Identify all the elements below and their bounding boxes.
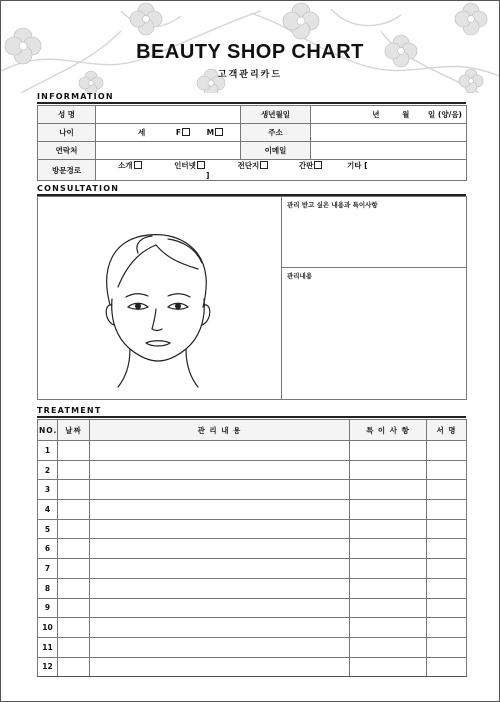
row-number: 1 <box>38 441 58 461</box>
date-cell[interactable] <box>58 618 90 638</box>
notes-cell[interactable] <box>350 637 427 657</box>
signature-cell[interactable] <box>427 500 467 520</box>
table-row <box>38 618 467 638</box>
content-cell[interactable] <box>90 460 350 480</box>
address-label: 주소 <box>241 124 311 142</box>
signature-cell[interactable] <box>427 539 467 559</box>
notes-cell[interactable] <box>350 657 427 677</box>
row-number: 5 <box>38 519 58 539</box>
date-cell[interactable] <box>58 578 90 598</box>
date-cell[interactable] <box>58 539 90 559</box>
col-header-notes: 특 이 사 항 <box>350 420 427 441</box>
contact-label: 연락처 <box>38 142 96 160</box>
row-number: 10 <box>38 618 58 638</box>
row-number: 3 <box>38 480 58 500</box>
section-divider <box>37 102 466 104</box>
signature-cell[interactable] <box>427 598 467 618</box>
age-field[interactable] <box>96 124 241 142</box>
section-information-heading: INFORMATION <box>37 92 114 101</box>
date-cell[interactable] <box>58 500 90 520</box>
row-number: 11 <box>38 637 58 657</box>
content-cell[interactable] <box>90 480 350 500</box>
table-row <box>38 500 467 520</box>
address-field[interactable] <box>311 124 467 142</box>
sign-checkbox[interactable] <box>314 161 322 169</box>
notes-cell[interactable] <box>350 578 427 598</box>
table-row <box>38 519 467 539</box>
date-cell[interactable] <box>58 480 90 500</box>
route-option-sign: 간판 <box>298 161 314 170</box>
page-subtitle: 고객관리카드 <box>217 70 283 80</box>
face-illustration-area[interactable] <box>38 197 282 399</box>
row-number: 8 <box>38 578 58 598</box>
row-number: 4 <box>38 500 58 520</box>
table-row <box>38 441 467 461</box>
row-number: 9 <box>38 598 58 618</box>
content-cell[interactable] <box>90 500 350 520</box>
care-content-area[interactable] <box>282 268 466 399</box>
section-consultation-heading: CONSULTATION <box>37 184 120 193</box>
content-cell[interactable] <box>90 578 350 598</box>
face-outline-icon <box>38 197 281 399</box>
female-checkbox[interactable] <box>182 128 190 136</box>
content-cell[interactable] <box>90 657 350 677</box>
birth-field[interactable] <box>311 106 467 124</box>
date-cell[interactable] <box>58 559 90 579</box>
consultation-box <box>37 196 467 400</box>
date-cell[interactable] <box>58 657 90 677</box>
signature-cell[interactable] <box>427 657 467 677</box>
row-number: 2 <box>38 460 58 480</box>
col-header-signature: 서 명 <box>427 420 467 441</box>
signature-cell[interactable] <box>427 637 467 657</box>
notes-cell[interactable] <box>350 460 427 480</box>
notes-cell[interactable] <box>350 539 427 559</box>
name-field[interactable] <box>96 106 241 124</box>
day-label: 일 (양/음) <box>428 110 462 119</box>
information-table <box>37 105 467 181</box>
name-label: 성 명 <box>38 106 96 124</box>
age-unit: 세 <box>138 128 146 137</box>
signature-cell[interactable] <box>427 441 467 461</box>
notes-cell[interactable] <box>350 441 427 461</box>
contact-field[interactable] <box>96 142 241 160</box>
referral-checkbox[interactable] <box>134 161 142 169</box>
signature-cell[interactable] <box>427 618 467 638</box>
date-cell[interactable] <box>58 598 90 618</box>
table-row <box>38 598 467 618</box>
male-label: M <box>206 128 215 137</box>
signature-cell[interactable] <box>427 519 467 539</box>
birth-label: 생년월일 <box>241 106 311 124</box>
table-row <box>38 657 467 677</box>
table-row <box>38 460 467 480</box>
section-treatment-heading: TREATMENT <box>37 406 102 415</box>
route-other-close: ] <box>206 171 210 180</box>
table-row <box>38 637 467 657</box>
page-title: BEAUTY SHOP CHART <box>136 41 364 63</box>
row-number: 12 <box>38 657 58 677</box>
row-number: 6 <box>38 539 58 559</box>
table-row <box>38 480 467 500</box>
notes-cell[interactable] <box>350 519 427 539</box>
year-label: 년 <box>372 110 380 119</box>
route-option-referral: 소개 <box>118 161 133 170</box>
content-cell[interactable] <box>90 539 350 559</box>
notes-cell[interactable] <box>350 500 427 520</box>
content-cell[interactable] <box>90 441 350 461</box>
section-divider <box>37 416 466 418</box>
table-row <box>38 559 467 579</box>
notes-cell[interactable] <box>350 598 427 618</box>
date-cell[interactable] <box>58 519 90 539</box>
age-label: 나이 <box>38 124 96 142</box>
route-option-other: 기타 [ <box>347 161 368 170</box>
date-cell[interactable] <box>58 441 90 461</box>
internet-checkbox[interactable] <box>197 161 205 169</box>
email-field[interactable] <box>311 142 467 160</box>
wish-notes-area[interactable] <box>282 197 466 268</box>
col-header-content: 관 리 내 용 <box>90 420 350 441</box>
notes-cell[interactable] <box>350 618 427 638</box>
email-label: 이메일 <box>241 142 311 160</box>
route-field <box>96 160 467 181</box>
table-row <box>38 539 467 559</box>
row-number: 7 <box>38 559 58 579</box>
table-row <box>38 578 467 598</box>
content-cell[interactable] <box>90 519 350 539</box>
treatment-table <box>37 419 467 677</box>
signature-cell[interactable] <box>427 578 467 598</box>
content-cell[interactable] <box>90 618 350 638</box>
date-cell[interactable] <box>58 460 90 480</box>
notes-cell[interactable] <box>350 559 427 579</box>
signature-cell[interactable] <box>427 460 467 480</box>
route-option-internet: 인터넷 <box>174 161 196 170</box>
content-cell[interactable] <box>90 598 350 618</box>
content-cell[interactable] <box>90 559 350 579</box>
care-content-label: 관리내용 <box>287 272 313 280</box>
male-checkbox[interactable] <box>215 128 223 136</box>
flyer-checkbox[interactable] <box>260 161 268 169</box>
route-label: 방문경로 <box>38 160 96 181</box>
col-header-no: NO. <box>38 420 58 441</box>
route-option-flyer: 전단지 <box>237 161 260 170</box>
col-header-date: 날짜 <box>58 420 90 441</box>
content-cell[interactable] <box>90 637 350 657</box>
female-label: F <box>175 128 181 137</box>
wish-notes-label: 관리 받고 싶은 내용과 특이사항 <box>287 201 378 209</box>
notes-cell[interactable] <box>350 480 427 500</box>
month-label: 월 <box>402 110 410 119</box>
signature-cell[interactable] <box>427 480 467 500</box>
signature-cell[interactable] <box>427 559 467 579</box>
date-cell[interactable] <box>58 637 90 657</box>
